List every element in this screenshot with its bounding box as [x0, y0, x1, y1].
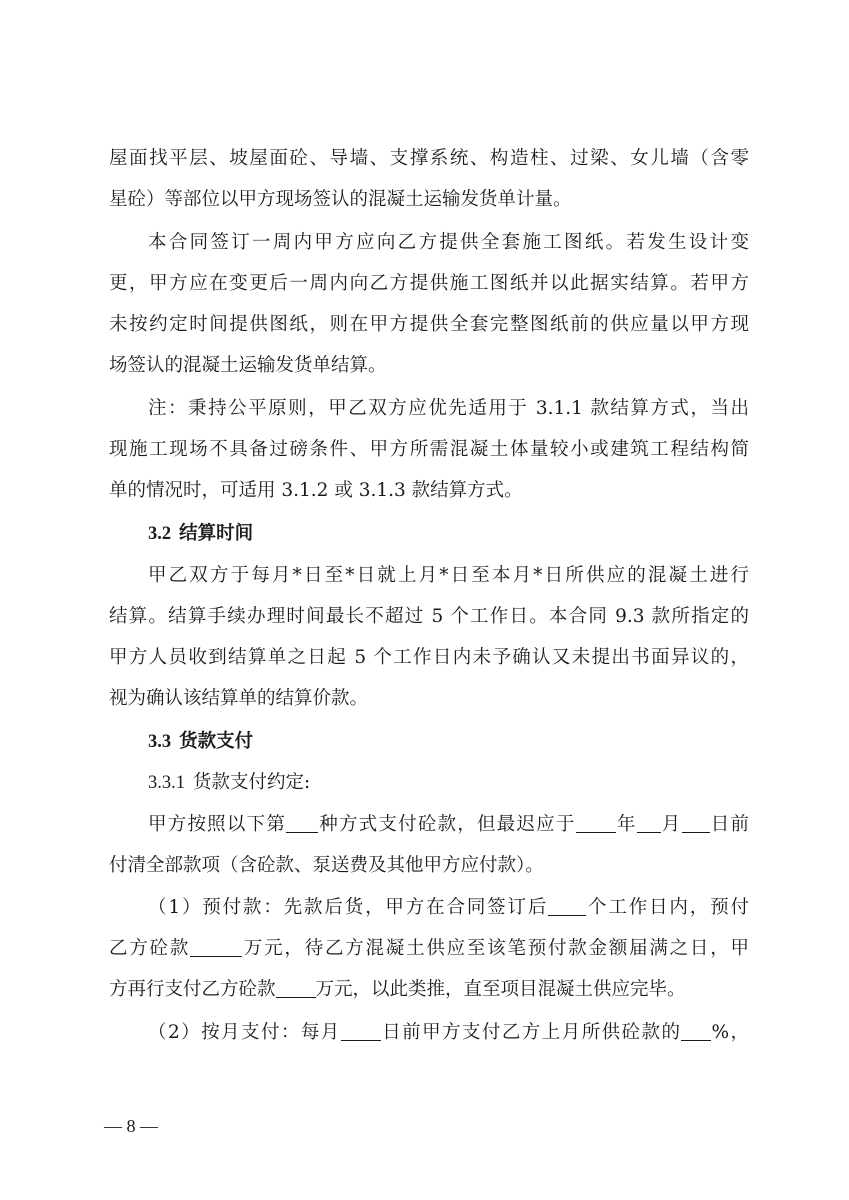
text-span: 万元，以此类推，直至项目混凝土供应完毕。 [315, 979, 686, 1000]
section-number: 3.2 [148, 524, 172, 544]
text-span: 万元，待乙方混凝土供应至该笔预付款金额届满之日，甲 [242, 938, 749, 959]
prepayment-line [109, 977, 749, 1003]
fill-in-blank[interactable] [576, 814, 616, 833]
fill-in-blank[interactable] [286, 814, 318, 833]
paragraph-line: 星砼）等部位以甲方现场签认的混凝土运输发货单计量。 [109, 189, 572, 210]
section-heading-3-2 [148, 521, 253, 547]
text-span: 日前甲方支付乙方上月所供砼款的 [380, 1022, 682, 1043]
section-number: 3.3 [148, 732, 172, 752]
note-line: 单的情况时，可适用 3.1.2 或 3.1.3 款结算方式。 [109, 480, 523, 501]
prepayment-line [148, 895, 749, 921]
fill-in-blank[interactable] [276, 979, 316, 998]
paragraph-line: 屋面找平层、坡屋面砼、导墙、支撑系统、构造柱、过梁、女儿墙（含零 [109, 148, 749, 169]
fill-in-blank[interactable] [637, 814, 661, 833]
text-span: （1）预付款：先款后货，甲方在合同签订后 [148, 897, 549, 918]
section-title: 结算时间 [179, 523, 254, 544]
text-span: 日前 [709, 814, 749, 835]
paragraph-line: 本合同签订一周内甲方应向乙方提供全套施工图纸。若发生设计变 [148, 232, 749, 253]
text-span: %， [711, 1022, 749, 1043]
paragraph-line: 更，甲方应在变更后一周内向乙方提供施工图纸并以此据实结算。若甲方 [109, 273, 749, 294]
subsection-title: 货款支付约定: [193, 772, 311, 793]
subsection-number: 3.3.1 [148, 773, 185, 793]
paragraph-line: 甲乙双方于每月*日至*日就上月*日至本月*日所供应的混凝土进行 [148, 565, 749, 586]
text-span: 月 [660, 814, 682, 835]
text-span: 乙方砼款 [109, 938, 191, 959]
text-span: 年 [615, 814, 637, 835]
note-line: 注：秉持公平原则，甲乙双方应优先适用于 3.1.1 款结算方式，当出 [148, 398, 749, 419]
paragraph-line: 甲方人员收到结算单之日起 5 个工作日内未予确认又未提出书面异议的， [109, 647, 749, 668]
payment-terms-line: 付清全部款项（含砼款、泵送费及其他甲方应付款）。 [109, 855, 544, 876]
payment-terms-line [148, 812, 749, 838]
text-span: （2）按月支付：每月 [148, 1022, 341, 1043]
fill-in-blank[interactable] [681, 1022, 711, 1041]
paragraph-line: 结算。结算手续办理时间最长不超过 5 个工作日。本合同 9.3 款所指定的 [109, 606, 749, 627]
paragraph-line: 场签认的混凝土运输发货单结算。 [109, 355, 387, 376]
subsection-heading-3-3-1 [148, 770, 749, 796]
fill-in-blank[interactable] [548, 897, 586, 916]
page-number: — 8 — [104, 1116, 158, 1136]
fill-in-blank[interactable] [341, 1022, 381, 1041]
paragraph-line: 视为确认该结算单的结算价款。 [109, 688, 369, 709]
text-span: 甲方按照以下第 [148, 814, 287, 835]
text-span: 方再行支付乙方砼款 [109, 979, 276, 1000]
fill-in-blank[interactable] [190, 938, 242, 957]
text-span: 个工作日内，预付 [586, 897, 749, 918]
paragraph-line: 未按约定时间提供图纸，则在甲方提供全套完整图纸前的供应量以甲方现 [109, 314, 749, 335]
prepayment-line [109, 936, 749, 962]
section-title: 货款支付 [179, 731, 254, 752]
note-line: 现施工现场不具备过磅条件、甲方所需混凝土体量较小或建筑工程结构简 [109, 439, 749, 460]
monthly-payment-line [148, 1020, 749, 1046]
fill-in-blank[interactable] [682, 814, 710, 833]
text-span: 种方式支付砼款，但最迟应于 [318, 814, 576, 835]
section-heading-3-3 [148, 729, 253, 755]
